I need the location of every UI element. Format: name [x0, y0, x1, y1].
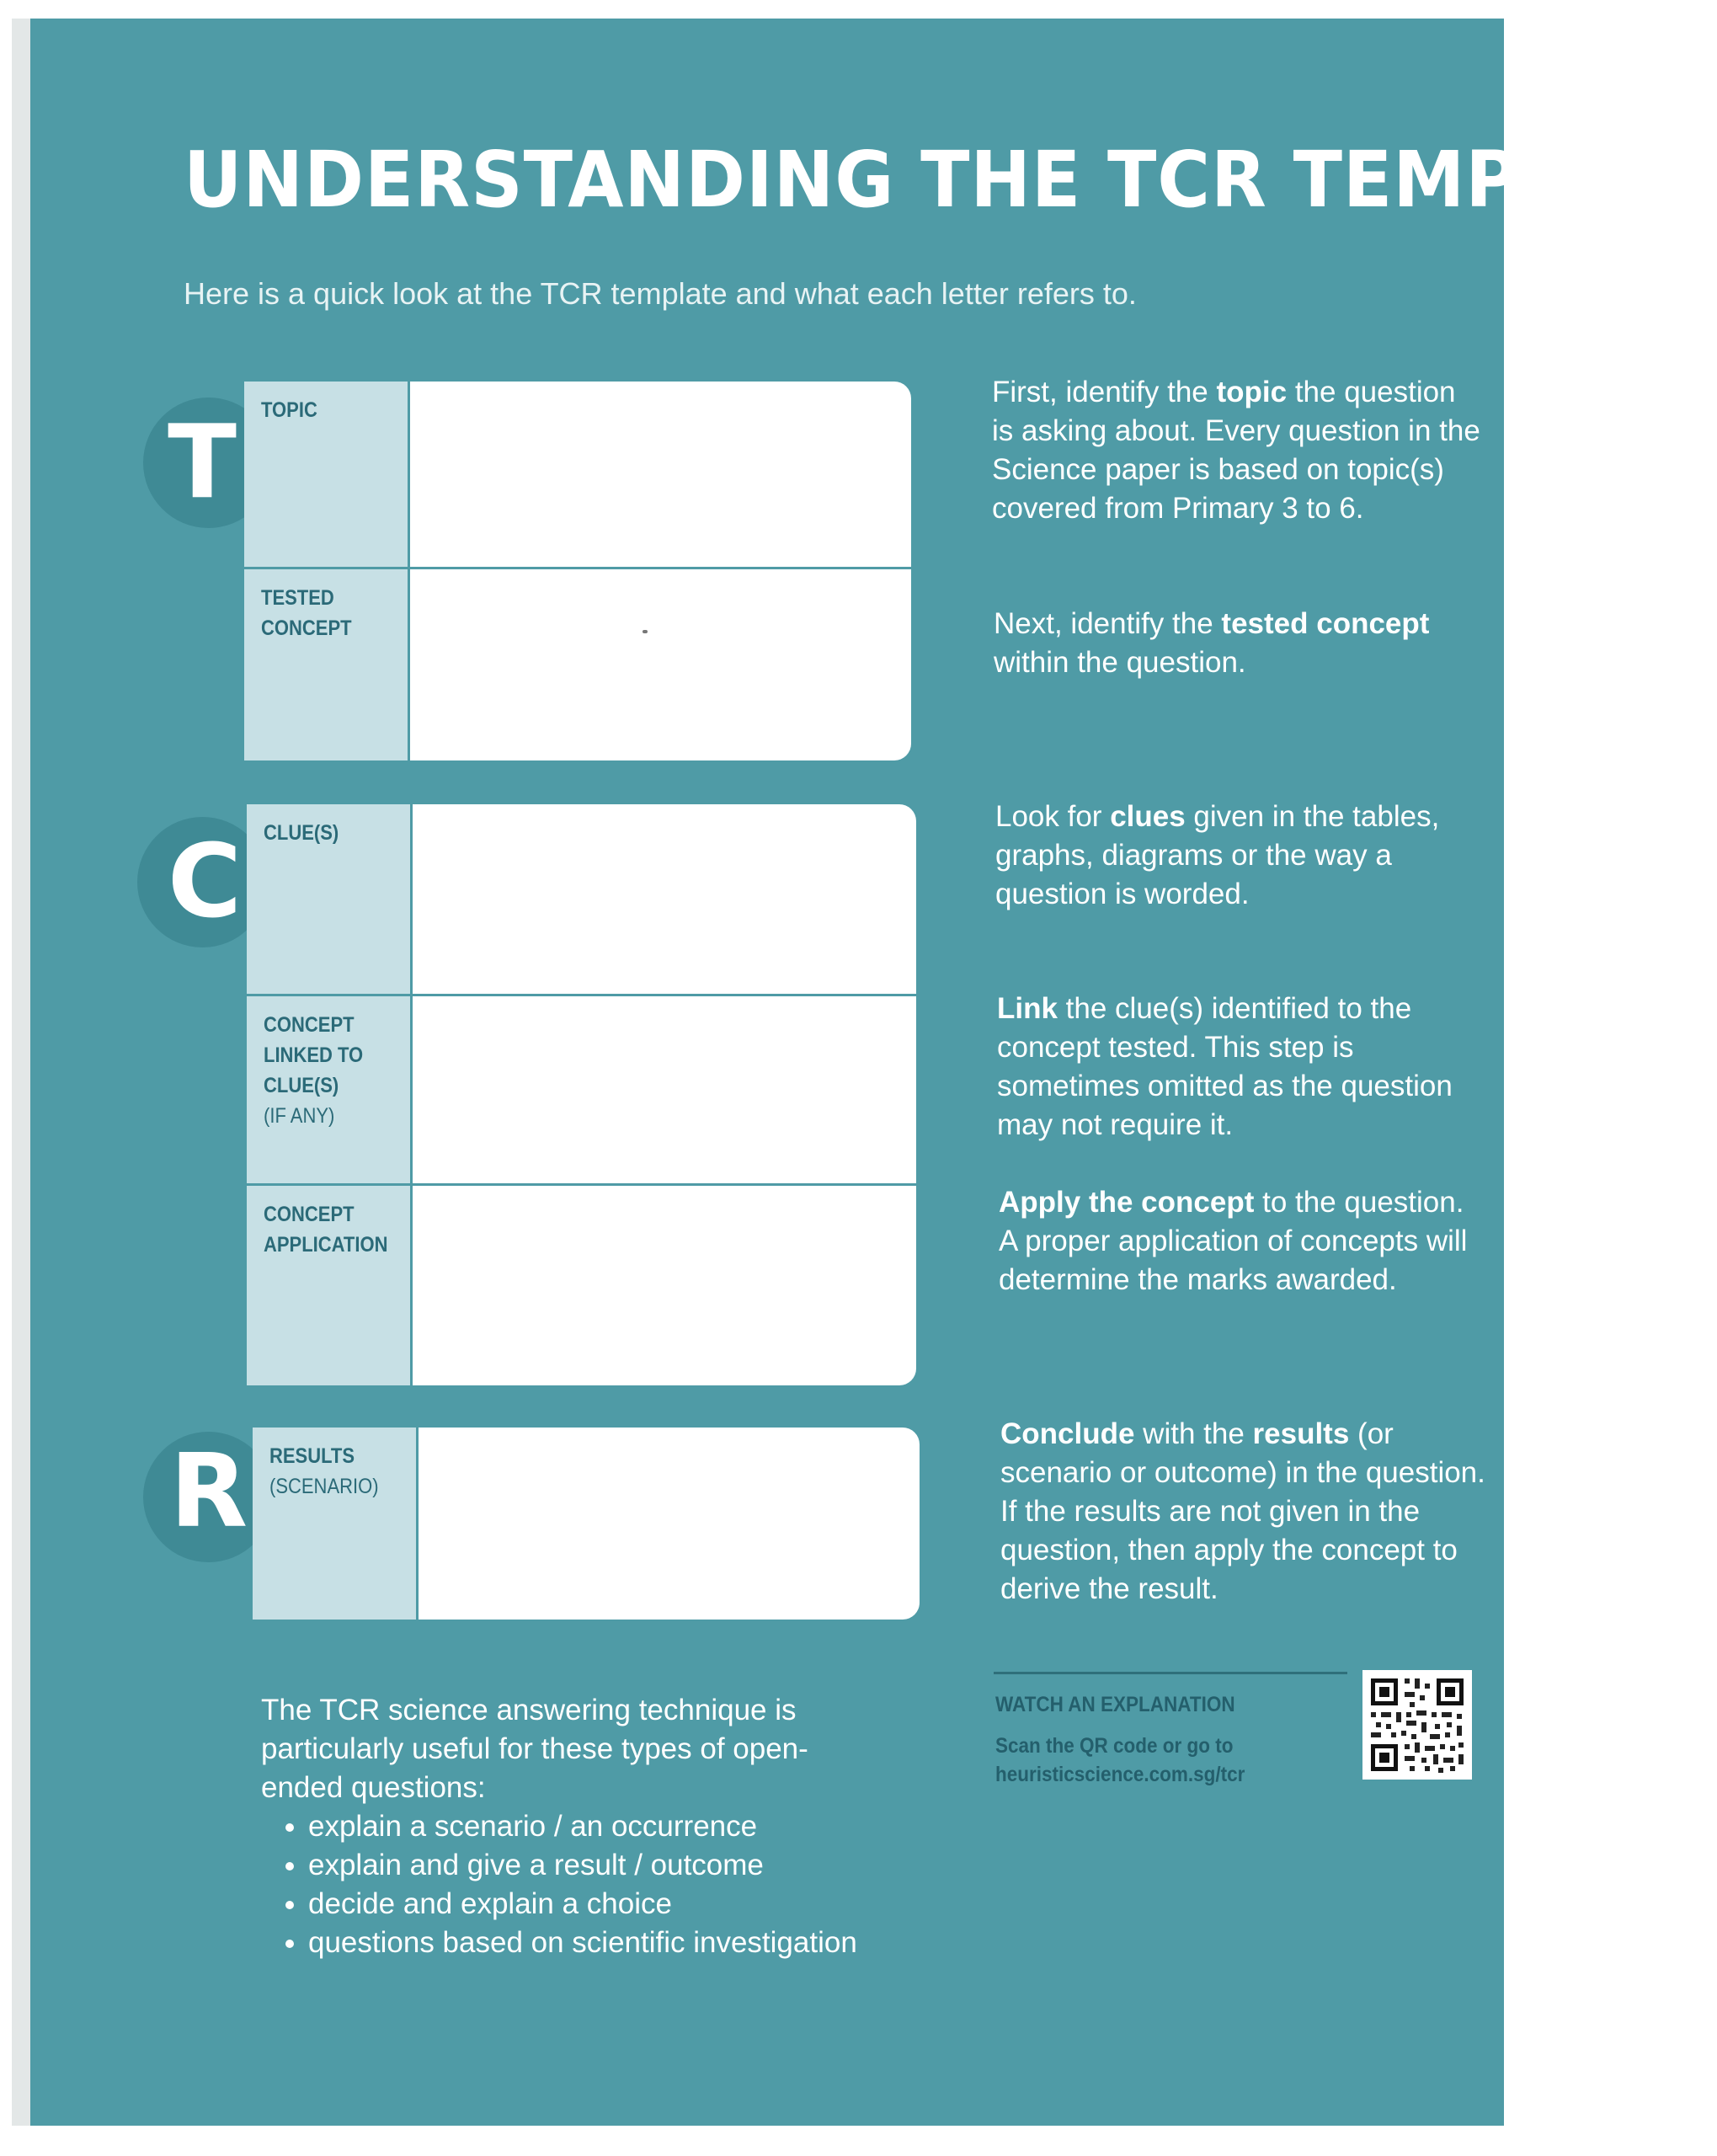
desc-conclude-bold2: results — [1252, 1417, 1350, 1450]
label-tested-concept: TESTED CONCEPT — [261, 586, 352, 640]
desc-tested — [994, 605, 1482, 682]
t-card — [244, 382, 911, 760]
desc-clues-pre: Look for — [995, 800, 1111, 833]
desc-topic-post: the question is asking about. Every question in the Science paper is based on topic(s) covered from Primary 3 to 6. — [992, 376, 1480, 525]
desc-topic-bold: topic — [1216, 376, 1288, 408]
page-title: UNDERSTANDING THE TCR TEMPLATE — [184, 135, 1717, 225]
desc-topic — [992, 373, 1480, 528]
bottom-intro: The TCR science answering technique is particularly useful for these types of open-ended questions: — [261, 1694, 808, 1804]
desc-clues — [995, 798, 1484, 914]
desc-tested-bold: tested concept — [1221, 607, 1430, 640]
list-item: • decide and explain a choice — [308, 1885, 935, 1924]
desc-conclude-bold1: Conclude — [1000, 1417, 1135, 1450]
row-topic — [244, 382, 911, 567]
label-concept-linked-text: CONCEPT LINKED TO CLUE(S) — [264, 1013, 364, 1097]
desc-tested-post: within the question. — [994, 646, 1246, 679]
desc-link — [997, 990, 1485, 1145]
t-letter: T — [168, 404, 237, 521]
desc-link-post: the clue(s) identified to the concept tested. This step is sometimes omitted as the question may not require it. — [997, 992, 1453, 1141]
label-clues: CLUE(S) — [264, 821, 339, 845]
row-results — [253, 1428, 920, 1620]
desc-conclude-mid: with the — [1134, 1417, 1253, 1450]
watch-heading: WATCH AN EXPLANATION — [995, 1693, 1235, 1716]
label-results-sub: (SCENARIO) — [269, 1475, 379, 1498]
label-concept-application: CONCEPT APPLICATION — [264, 1203, 388, 1257]
bottom-text — [261, 1691, 935, 1962]
label-topic: TOPIC — [261, 398, 317, 422]
list-item: • explain a scenario / an occurrence — [308, 1807, 935, 1846]
desc-apply-post: to the question. A proper application of concepts will determine the marks awarded. — [999, 1186, 1468, 1296]
desc-apply-bold: Apply the concept — [999, 1186, 1255, 1219]
list-item: • explain and give a result / outcome — [308, 1846, 935, 1885]
label-concept-linked-sub: (IF ANY) — [264, 1104, 335, 1128]
desc-topic-pre: First, identify the — [992, 376, 1217, 408]
scan-mark — [643, 630, 648, 633]
label-concept-linked — [264, 1010, 390, 1131]
qr-code-graphic — [1362, 1670, 1472, 1780]
watch-url[interactable]: heuristicscience.com.sg/tcr — [995, 1763, 1245, 1786]
page-edge — [12, 19, 30, 2126]
list-item: • questions based on scientific investigation — [308, 1924, 935, 1962]
r-letter: R — [169, 1433, 248, 1550]
watch-divider — [994, 1672, 1347, 1674]
desc-clues-post: given in the tables, graphs, diagrams or the way a question is worded. — [995, 800, 1440, 910]
c-letter: C — [167, 824, 243, 941]
desc-clues-bold: clues — [1110, 800, 1186, 833]
question-type-list — [261, 1807, 935, 1962]
r-card — [253, 1428, 920, 1620]
desc-tested-pre: Next, identify the — [994, 607, 1222, 640]
row-tested-concept — [244, 567, 911, 763]
label-results-text: RESULTS — [269, 1444, 355, 1468]
desc-link-bold: Link — [997, 992, 1058, 1025]
watch-line1: Scan the QR code or go to — [995, 1734, 1234, 1758]
row-clues — [247, 804, 916, 994]
desc-apply — [999, 1183, 1487, 1299]
row-concept-linked — [247, 994, 916, 1186]
watch-text — [995, 1732, 1245, 1789]
row-concept-application — [247, 1183, 916, 1388]
label-results — [269, 1441, 396, 1502]
page-subtitle: Here is a quick look at the TCR template and what each letter refers to. — [184, 276, 1137, 311]
desc-conclude-post: (or scenario or outcome) in the question. If the results are not given in the question, then apply the concept to derive the result. — [1000, 1417, 1485, 1605]
desc-conclude — [1000, 1415, 1489, 1609]
qr-code-icon[interactable] — [1362, 1670, 1472, 1780]
c-card — [247, 804, 916, 1385]
